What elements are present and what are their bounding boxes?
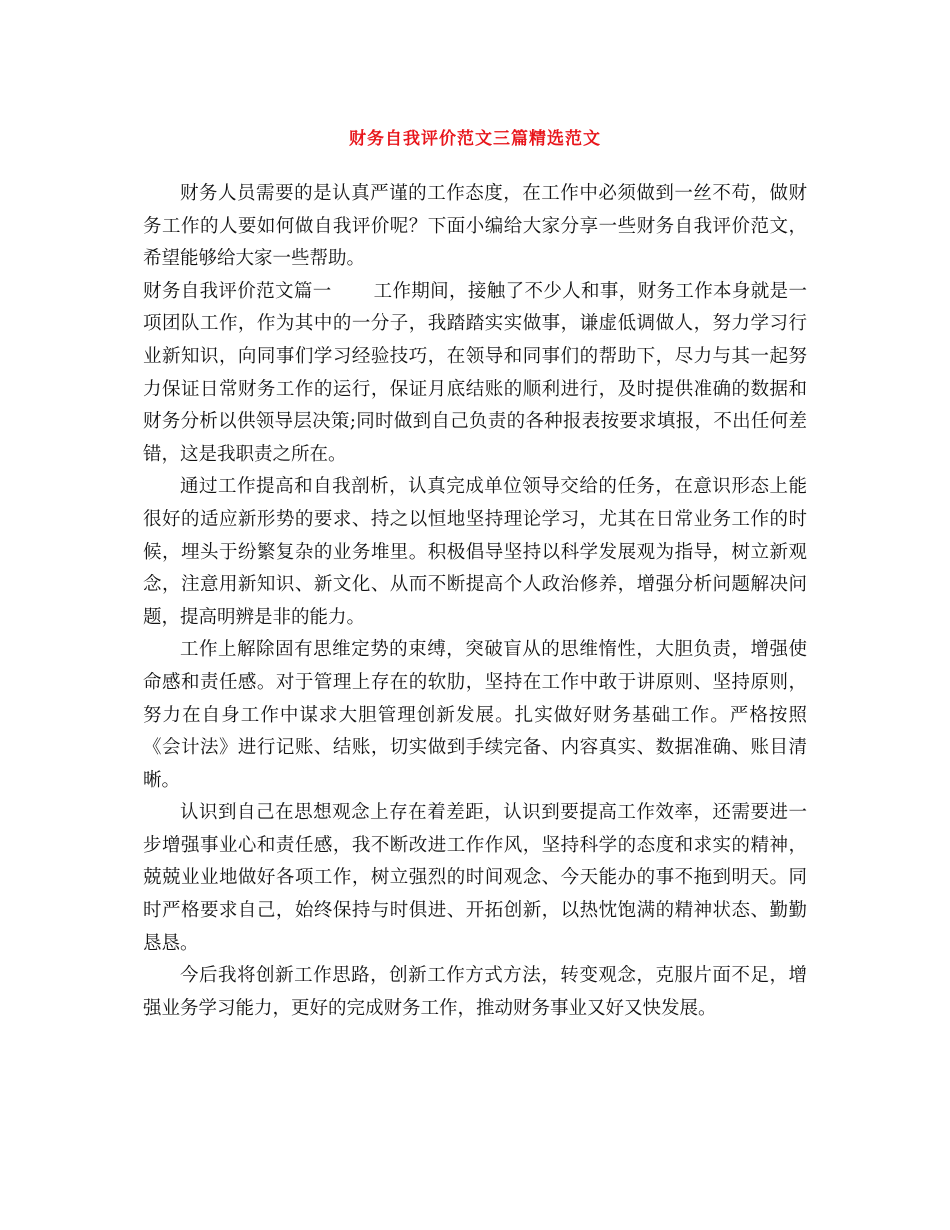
body-paragraph: 通过工作提高和自我剖析，认真完成单位领导交给的任务，在意识形态上能很好的适应新形势的要求、持之以恒地坚持理论学习，尤其在日常业务工作的时候，埋头于纷繁复杂的业务堆里。积极倡导坚持以科学发展观为指导，树立新观念，注意用新知识、新文化、从而不断提高个人政治修养，增强分析问题解决问题，提高明辨是非的能力。 [143,476,807,628]
section-one-text: 工作期间，接触了不少人和事，财务工作本身就是一项团队工作，作为其中的一分子，我踏踏实实做事，谦虚低调做人，努力学习行业新知识，向同事们学习经验技巧，在领导和同事们的帮助下，尽力与其一起努力保证日常财务工作的运行，保证月底结账的顺利进行，及时提供准确的数据和财务分析以供领导层决策;同时做到自己负责的各种报表按要求填报，不出任何差错，这是我职责之所在。 [143,280,807,465]
document-title: 财务自我评价范文三篇精选范文 [349,129,601,149]
document-body [143,178,807,1025]
body-paragraph: 工作上解除固有思维定势的束缚，突破盲从的思维惰性，大胆负责，增强使命感和责任感。对于管理上存在的软肋，坚持在工作中敢于讲原则、坚持原则，努力在自身工作中谋求大胆管理创新发展。扎实做好财务基础工作。严格按照《会计法》进行记账、结账，切实做到手续完备、内容真实、数据准确、账目清晰。 [143,639,807,791]
section-one-paragraph [143,276,807,472]
body-paragraph: 今后我将创新工作思路，创新工作方式方法，转变观念，克服片面不足，增强业务学习能力，更好的完成财务工作，推动财务事业又好又快发展。 [143,965,807,1019]
section-heading: 财务自我评价范文篇一 [143,280,332,302]
body-paragraph: 认识到自己在思想观念上存在着差距，认识到要提高工作效率，还需要进一步增强事业心和责任感，我不断改进工作作风，坚持科学的态度和求实的精神，兢兢业业地做好各项工作，树立强烈的时间观念、今天能办的事不拖到明天。同时严格要求自己，始终保持与时俱进、开拓创新，以热忱饱满的精神状态、勤勤恳恳。 [143,802,807,954]
intro-paragraph: 财务人员需要的是认真严谨的工作态度，在工作中必须做到一丝不苟，做财务工作的人要如何做自我评价呢？下面小编给大家分享一些财务自我评价范文，希望能够给大家一些帮助。 [143,183,807,270]
